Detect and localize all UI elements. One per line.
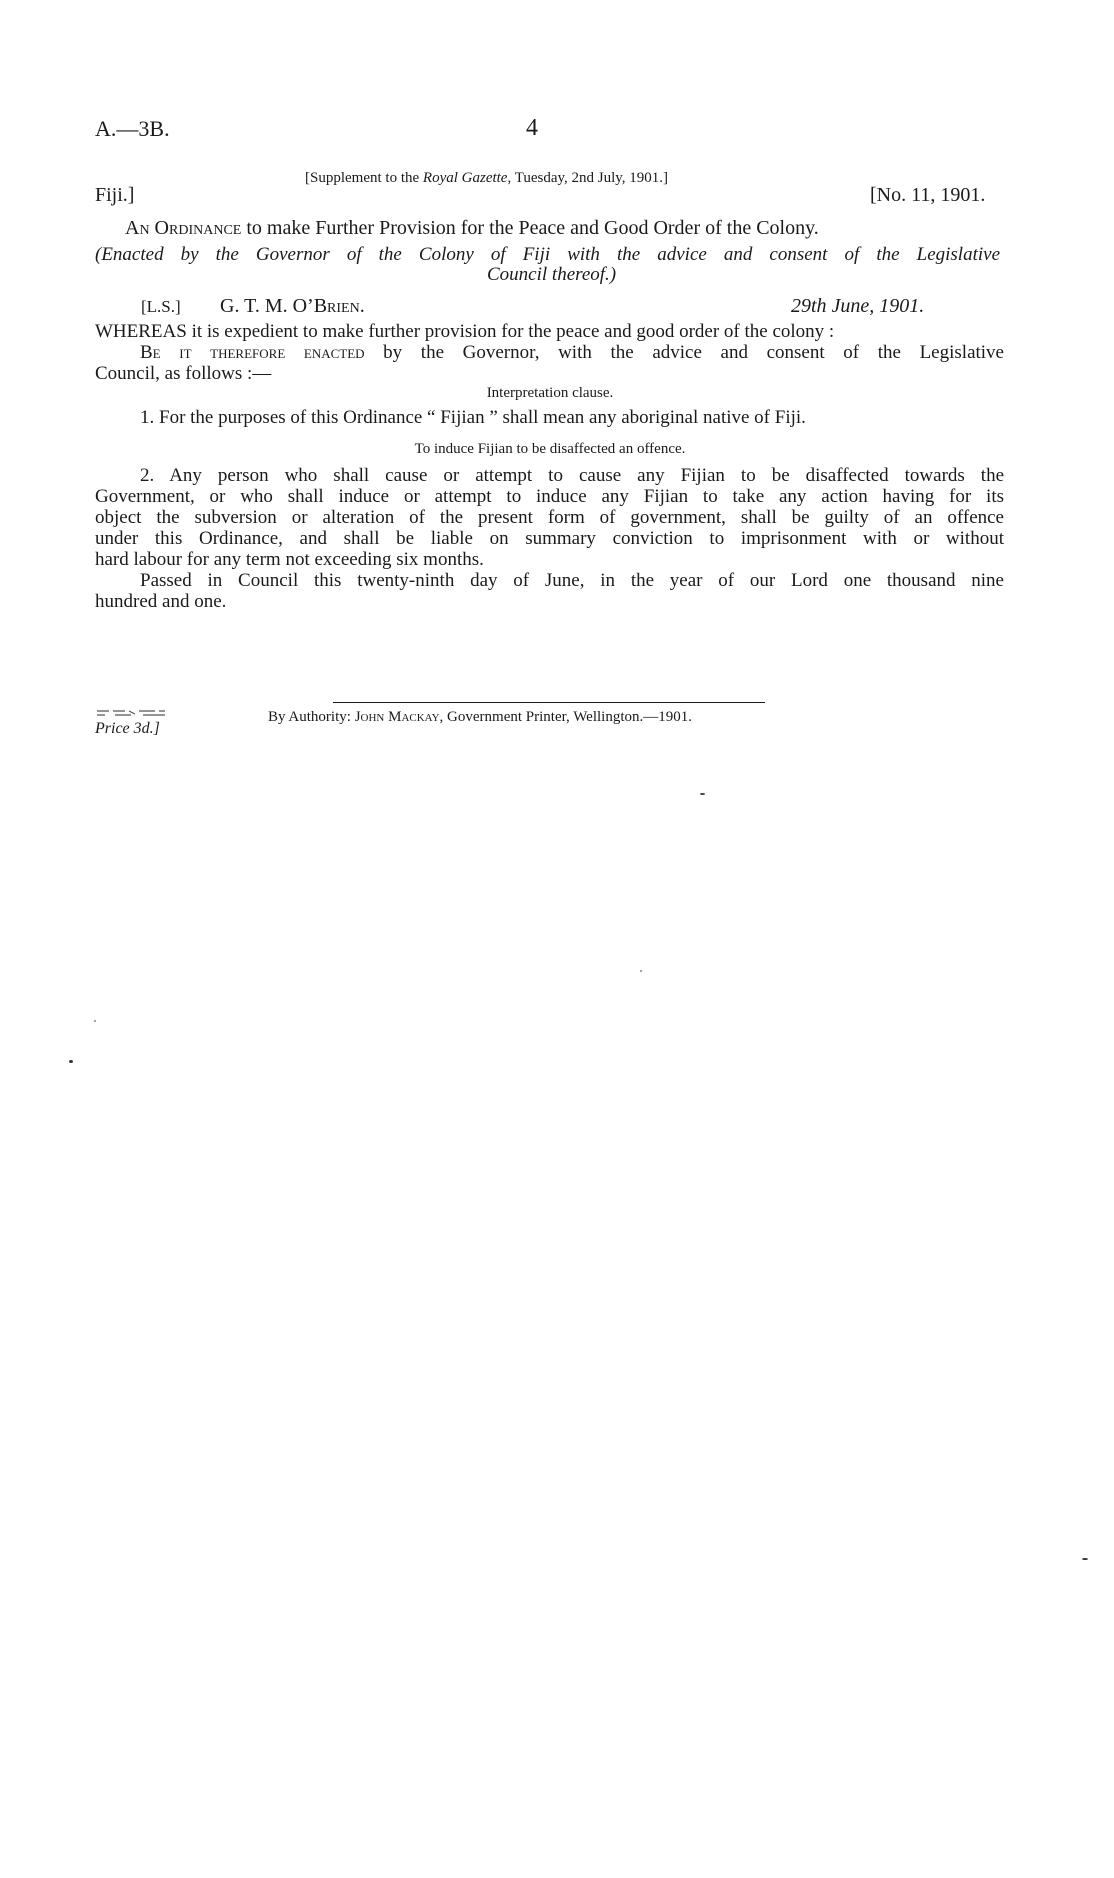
governor-signature xyxy=(220,295,365,318)
enacted-by-line-1: (Enacted by the Governor of the Colony of Fiji with the advice and consent of the Legislative xyxy=(95,244,1000,265)
section-heading-disaffection: To induce Fijian to be disaffected an offence. xyxy=(414,441,686,457)
enacted-rest: by the Governor, with the advice and consent of the Legislative xyxy=(364,342,1004,363)
supplement-line xyxy=(305,170,668,187)
whereas-clause: WHEREAS it is expedient to make further provision for the peace and good order of the colony : xyxy=(95,321,835,342)
signature-surname: Brien xyxy=(313,295,360,317)
scan-speck xyxy=(94,1020,96,1022)
scan-speck xyxy=(640,970,642,972)
section-2-line-1: 2. Any person who shall cause or attempt to cause any Fijian to be disaffected towards the xyxy=(140,465,1004,486)
printer-imprint xyxy=(268,709,692,726)
council-follows: Council, as follows :— xyxy=(95,363,272,384)
passed-line-2: hundred and one. xyxy=(95,591,227,612)
section-2-line-3: object the subversion or alteration of the present form of government, shall be guilty of an offence xyxy=(95,507,1004,528)
section-heading-interpretation: Interpretation clause. xyxy=(486,385,614,401)
supplement-gazette: Royal Gazette xyxy=(422,170,508,186)
section-1-text: 1. For the purposes of this Ordinance “ Fijian ” shall mean any aboriginal native of Fiji. xyxy=(140,407,806,428)
reference-prefix: A.—3 xyxy=(95,116,150,141)
page-number: 4 xyxy=(526,115,538,141)
ordinance-title xyxy=(125,217,819,240)
printer-name: John Mackay xyxy=(354,709,440,725)
stamp-mark-icon xyxy=(95,708,167,718)
colony-tag: Fiji.] xyxy=(95,184,135,206)
printer-rest: , Government Printer, Wellington.—1901. xyxy=(439,709,693,725)
document-reference xyxy=(95,116,170,142)
be-it-enacted-line xyxy=(140,342,1004,363)
scan-speck xyxy=(700,793,705,795)
by-authority: By Authority xyxy=(268,709,347,725)
section-2-line-4: under this Ordinance, and shall be liable on summary conviction to imprisonment with or without xyxy=(95,528,1004,549)
scan-speck xyxy=(69,1060,73,1063)
an-ordinance: An Ordinance xyxy=(125,217,242,239)
price-label: Price 3d.] xyxy=(95,720,160,737)
reference-dot: . xyxy=(164,116,170,141)
be-it-enacted: Be it therefore enacted xyxy=(140,342,365,363)
scan-speck xyxy=(1082,1558,1088,1560)
signature-end: . xyxy=(359,295,365,317)
supplement-open: [Supplement to the xyxy=(305,170,423,186)
supplement-close: , Tuesday, 2nd July, 1901.] xyxy=(507,170,669,186)
signature-date: 29th June, 1901. xyxy=(791,295,925,317)
footer-rule xyxy=(333,702,765,703)
section-2-line-5: hard labour for any term not exceeding six months. xyxy=(95,549,484,570)
ordinance-purpose: to make Further Provision for the Peace and Good Order of the Colony. xyxy=(241,217,819,239)
enacted-by-line-2: Council thereof.) xyxy=(487,264,617,285)
signature-initials: G. T. M. O’ xyxy=(220,295,314,317)
section-2-line-2: Government, or who shall induce or attempt to induce any Fijian to take any action having for its xyxy=(95,486,1004,507)
ordinance-number: [No. 11, 1901. xyxy=(870,184,986,206)
authority-separator: : xyxy=(346,709,355,725)
seal-mark: [L.S.] xyxy=(141,297,181,316)
passed-line-1: Passed in Council this twenty-ninth day of June, in the year of our Lord one thousand nine xyxy=(140,570,1004,591)
reference-suffix: B xyxy=(149,116,165,141)
